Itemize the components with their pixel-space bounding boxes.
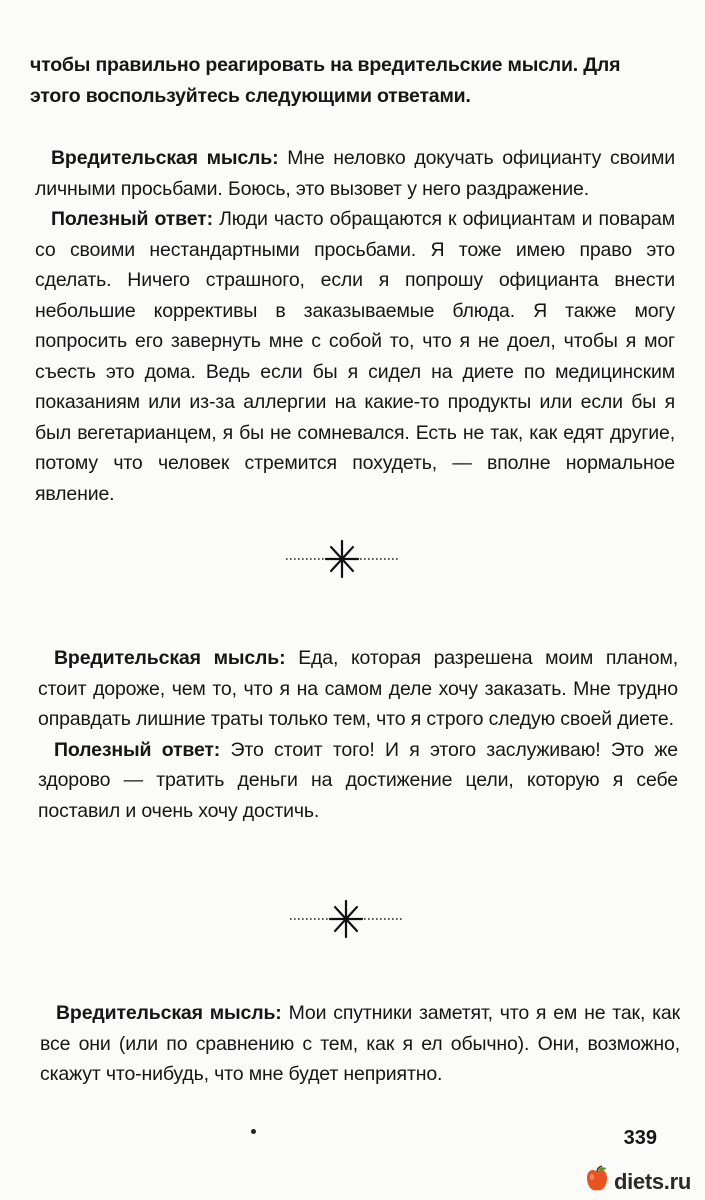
useful-answer-1 bbox=[35, 204, 675, 509]
section-3 bbox=[40, 998, 680, 1090]
harmful-thought-text: Еда, которая разрешена моим планом, стоит дороже, чем то, что я на самом деле хочу заказать. Мне трудно оправдать лишние траты только тем, что я строго следую своей диете. bbox=[38, 647, 678, 730]
harmful-thought-1 bbox=[35, 143, 675, 204]
page-number: 339 bbox=[623, 1127, 657, 1149]
star-divider-icon bbox=[286, 899, 406, 939]
harmful-thought-label: Вредительская мысль: bbox=[56, 1002, 282, 1024]
intro-paragraph: чтобы правильно реагировать на вредительские мысли. Для этого воспользуйтесь следующими ответами. bbox=[30, 54, 621, 107]
section-1 bbox=[35, 143, 675, 509]
harmful-thought-2 bbox=[38, 643, 678, 735]
harmful-thought-label: Вредительская мысль: bbox=[54, 647, 286, 669]
apple-logo-icon bbox=[584, 1165, 610, 1198]
useful-answer-label: Полезный ответ: bbox=[54, 738, 221, 761]
useful-answer-label: Полезный ответ: bbox=[51, 208, 213, 230]
harmful-thought-text: Мои спутники заметят, что я ем не так, как все они (или по сравнению с тем, как я ел обычно). Они, возможно, скажут что-нибудь, что мне будет неприятно. bbox=[40, 1002, 680, 1085]
harmful-thought-text: Мне неловко докучать официанту своими личными просьбами. Боюсь, это вызовет у него раздражение. bbox=[35, 147, 675, 200]
useful-answer-text: Это стоит того! И я этого заслуживаю! Это же здорово — тратить деньги на достижение цели, которую я себе поставил и очень хочу достичь. bbox=[38, 738, 678, 822]
harmful-thought-3 bbox=[40, 998, 680, 1090]
useful-answer-text: Люди часто обращаются к официантам и поварам со своими нестандартными просьбами. Я тоже имею право это сделать. Ничего страшного, если я попрошу официанта внести небольшие коррективы в заказываемые блюда. Я также могу попросить его завернуть мне с собой то, что я не доел, чтобы я мог съесть это дома. Ведь если бы я сидел на диете по медицинским показаниям или из-за аллергии на какие-то продукты или если бы я был вегетарианцем, я бы не сомневался. Есть не так, как едят другие, потому что человек стремится похудеть, — вполне нормальное явление. bbox=[35, 208, 675, 505]
site-watermark bbox=[584, 1165, 691, 1198]
useful-answer-2 bbox=[38, 735, 678, 827]
star-divider-icon bbox=[282, 539, 402, 579]
print-speck bbox=[251, 1129, 256, 1134]
watermark-text: diets.ru bbox=[613, 1168, 691, 1194]
harmful-thought-label: Вредительская мысль: bbox=[51, 147, 279, 169]
section-2 bbox=[38, 643, 678, 826]
